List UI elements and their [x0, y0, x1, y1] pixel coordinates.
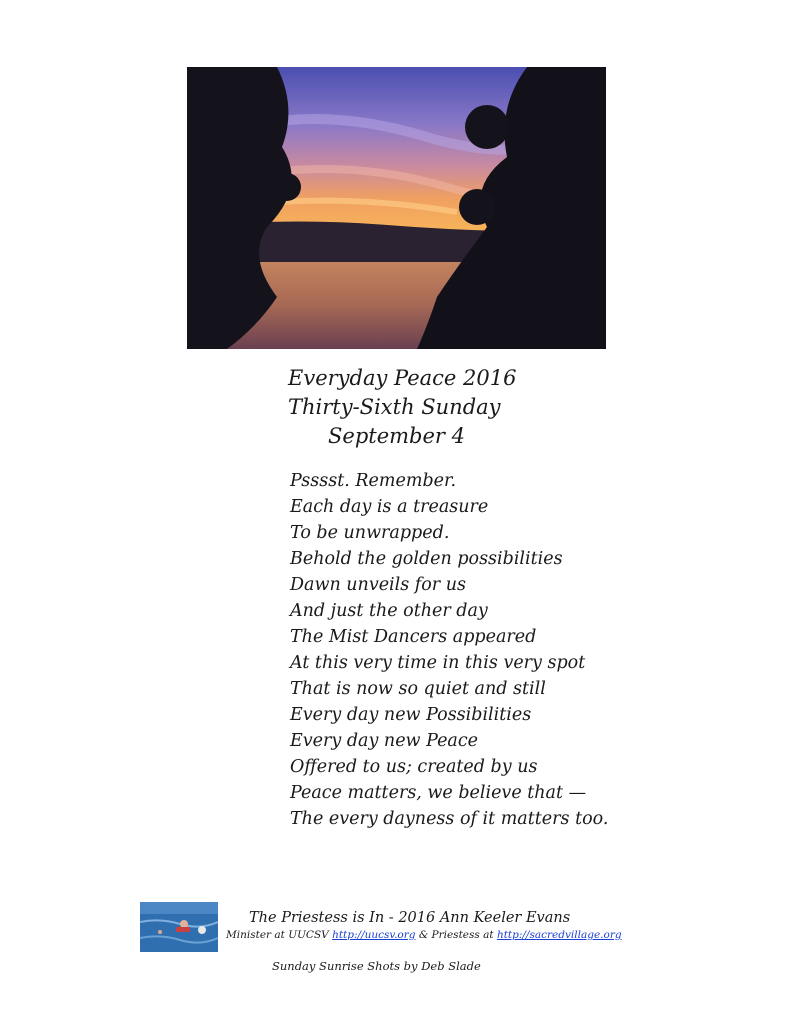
poem-line: Offered to us; created by us: [290, 757, 538, 777]
poem: [290, 468, 620, 832]
poem-line: Peace matters, we believe that —: [290, 783, 587, 803]
priestess-text: & Priestess at: [415, 929, 497, 941]
poem-line: The Mist Dancers appeared: [290, 627, 537, 647]
poem-line: Behold the golden possibilities: [290, 549, 563, 569]
poem-line: Every day new Possibilities: [290, 705, 532, 725]
footer-affiliations: [226, 929, 626, 941]
uucsv-link[interactable]: http://uucsv.org: [332, 929, 416, 941]
poem-line: That is now so quiet and still: [290, 679, 546, 699]
photo-credit: Sunday Sunrise Shots by Deb Slade: [272, 959, 481, 973]
title-line-2: Thirty-Sixth Sunday: [288, 395, 501, 419]
footer-title: The Priestess is In - 2016 Ann Keeler Evans: [249, 910, 571, 926]
poem-line: At this very time in this very spot: [290, 653, 586, 673]
poem-line: And just the other day: [290, 601, 488, 621]
swimmer-photo: [140, 902, 218, 952]
poem-line: Dawn unveils for us: [290, 575, 466, 595]
title-line-1: Everyday Peace 2016: [288, 366, 517, 390]
poem-line: To be unwrapped.: [290, 523, 450, 543]
title-block: [260, 364, 520, 451]
poem-line: The every dayness of it matters too.: [290, 809, 609, 829]
sunset-lake-photo: [187, 67, 606, 349]
minister-text: Minister at UUCSV: [226, 929, 333, 941]
poem-line: Psssst. Remember.: [290, 471, 457, 491]
poem-line: Each day is a treasure: [290, 497, 489, 517]
sacredvillage-link[interactable]: http://sacredvillage.org: [496, 929, 622, 941]
poem-line: Every day new Peace: [290, 731, 479, 751]
title-line-3: September 4: [328, 424, 465, 448]
